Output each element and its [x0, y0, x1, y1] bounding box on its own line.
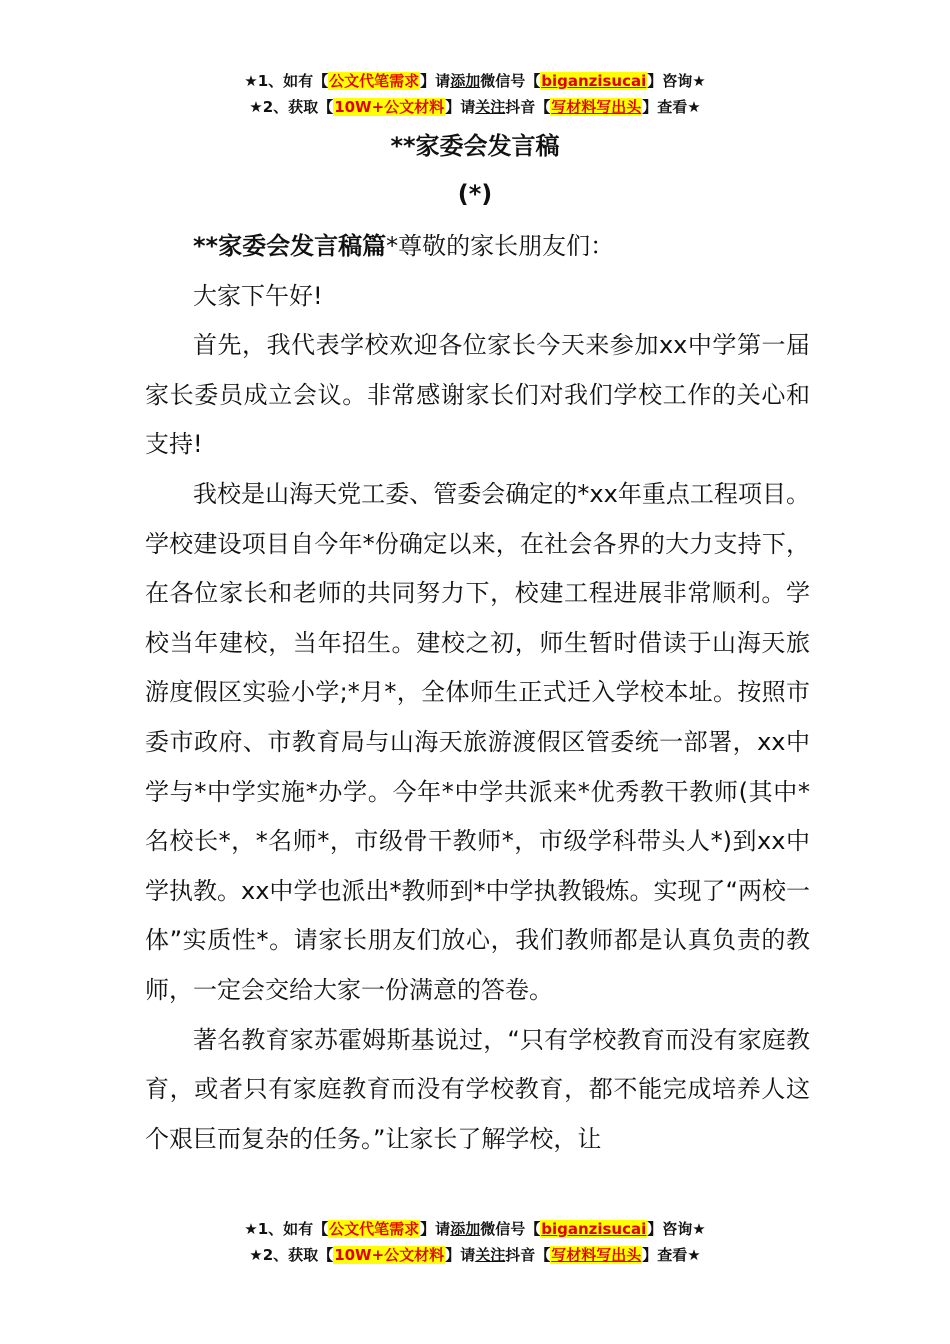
- banner-line-2: [0, 1242, 950, 1268]
- banner-line-2: [0, 94, 950, 120]
- paragraph: 著名教育家苏霍姆斯基说过，“只有学校教育而没有家庭教育，或者只有家庭教育而没有学校教育，都不能完成培养人这个艰巨而复杂的任务。”让家长了解学校，让: [145, 1025, 810, 1153]
- banner-highlight: 公文代笔需求: [329, 1220, 420, 1238]
- body-heading: [145, 222, 810, 272]
- banner-text: 】请: [420, 72, 451, 90]
- banner-line-1: [0, 68, 950, 94]
- banner-emphasis: 关注: [475, 98, 506, 116]
- banner-text: ★2、获取【: [249, 98, 334, 116]
- document-title: **家委会发言稿: [390, 132, 560, 160]
- paragraph: 首先，我代表学校欢迎各位家长今天来参加xx中学第一届家长委员成立会议。非常感谢家长们对我们学校工作的关心和支持!: [145, 331, 810, 459]
- banner-text: ★1、如有【: [244, 1220, 329, 1238]
- banner-emphasis: 添加: [450, 1220, 481, 1238]
- banner-text: 】咨询★: [647, 1220, 706, 1238]
- banner-emphasis: 添加: [450, 72, 481, 90]
- banner-emphasis: 关注: [475, 1246, 506, 1264]
- banner-highlight: 公文代笔需求: [329, 72, 420, 90]
- banner-highlight: 10W+公文材料: [334, 98, 445, 116]
- banner-text: 】查看★: [642, 1246, 701, 1264]
- banner-text: ★1、如有【: [244, 72, 329, 90]
- banner-text: 微信号【: [480, 72, 541, 90]
- top-banner: [0, 68, 950, 120]
- banner-line-1: [0, 1216, 950, 1242]
- banner-highlight: 写材料写出头: [551, 1246, 642, 1264]
- document-body: [145, 222, 810, 1164]
- paragraph: 我校是山海天党工委、管委会确定的*xx年重点工程项目。学校建设项目自今年*份确定以来，在社会各界的大力支持下，在各位家长和老师的共同努力下，校建工程进展非常顺利。学校当年建校，当年招生。建校之初，师生暂时借读于山海天旅游度假区实验小学;*月*，全体师生正式迁入学校本址。按照市委市政府、市教育局与山海天旅游渡假区管委统一部署，xx中学与*中学实施*办学。今年*中学共派来*优秀教干教师(其中*名校长*，*名师*，市级骨干教师*，市级学科带头人*)到xx中学执教。xx中学也派出*教师到*中学执教锻炼。实现了“两校一体”实质性*。请家长朋友们放心，我们教师都是认真负责的教师，一定会交给大家一份满意的答卷。: [145, 479, 810, 1004]
- heading-rest: *尊敬的家长朋友们：: [386, 232, 615, 260]
- banner-highlight: biganzisucai: [541, 72, 647, 90]
- banner-text: 】查看★: [642, 98, 701, 116]
- banner-text: 】请: [445, 1246, 476, 1264]
- banner-text: 】请: [445, 98, 476, 116]
- banner-highlight: 10W+公文材料: [334, 1246, 445, 1264]
- banner-text: ★2、获取【: [249, 1246, 334, 1264]
- banner-highlight: biganzisucai: [541, 1220, 647, 1238]
- bottom-banner: [0, 1216, 950, 1268]
- banner-text: 微信号【: [480, 1220, 541, 1238]
- banner-text: 】咨询★: [647, 72, 706, 90]
- banner-text: 抖音【: [505, 98, 551, 116]
- heading-bold: **家委会发言稿篇: [193, 232, 387, 260]
- document-subtitle: (*): [457, 180, 493, 208]
- paragraph: 大家下午好!: [193, 281, 323, 310]
- banner-text: 】请: [420, 1220, 451, 1238]
- banner-text: 抖音【: [505, 1246, 551, 1264]
- banner-highlight: 写材料写出头: [551, 98, 642, 116]
